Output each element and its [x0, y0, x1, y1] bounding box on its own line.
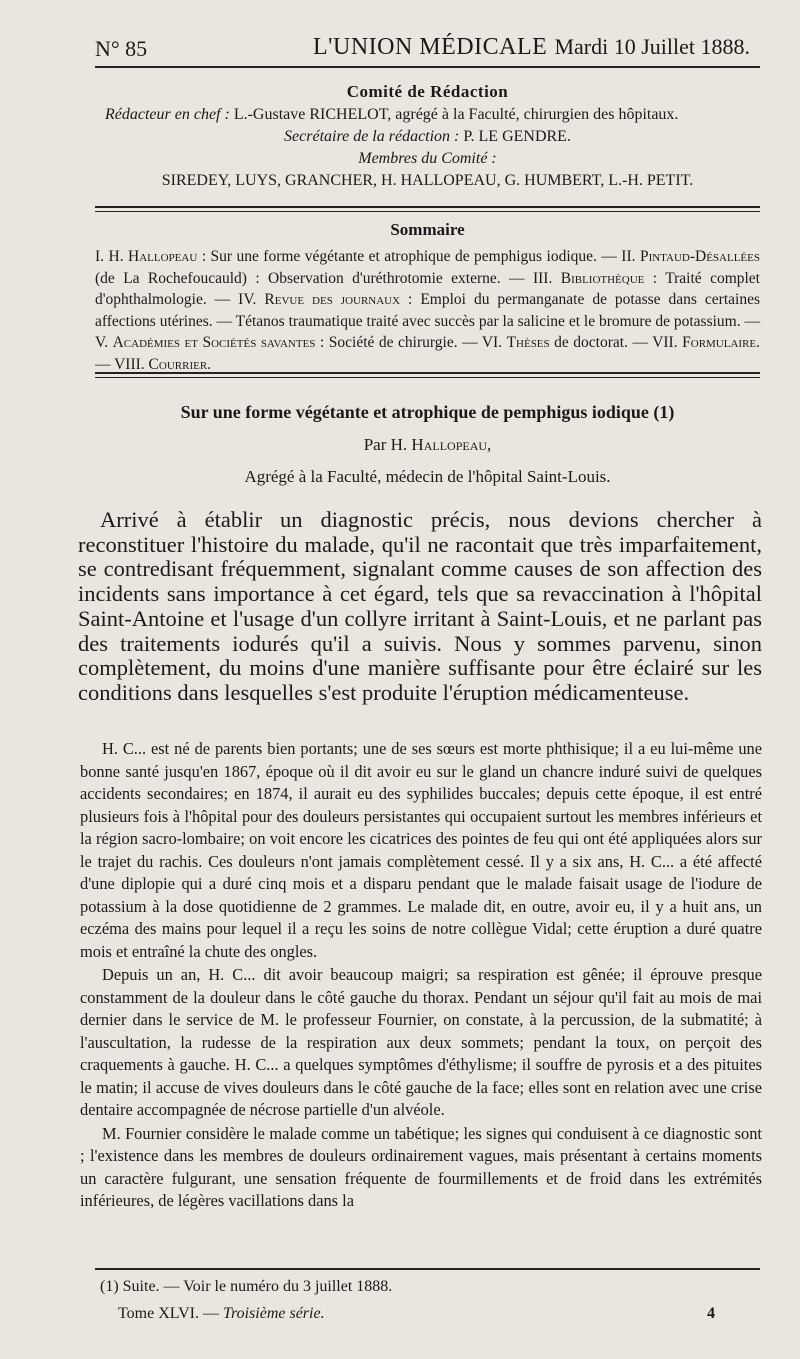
body-paragraph-2: Depuis un an, H. C... dit avoir beaucoup maigri; sa respiration est gênée; il éprouve presque constamment de la douleur dans le côté gauche du thorax. Pendant un séjour qu'il fait au mois de mai dernier dans le service de M. le professeur Fournier, on constate, à la percussion, de la submatité; à l'auscultation, la rudesse de la respiration aux deux sommets; pendant la toux, on perçoit des craquements à gauche. H. C... a quelques symptômes d'éthylisme; il souffre de pyrosis et a des pituites le matin; il accuse de vives douleurs dans le côté gauche de la face; elles sont en relation avec une crise dentaire accompagnée de nécrose partielle d'un alvéole. — [80, 965, 762, 1119]
sommaire-item-3: III. Bibliothèque : Traité complet d'ophthalmologie. — — [95, 269, 760, 309]
journal-title: L'UNION MÉDICALE — [313, 34, 548, 60]
sommaire-item-6: VI. Thèses de doctorat. — — [481, 334, 653, 352]
page-number: 4 — [707, 1305, 715, 1322]
issue-date: Mardi 10 Juillet 1888. — [554, 34, 750, 59]
article-body — [80, 738, 762, 1214]
sommaire-item-5: V. Académies et Sociétés savantes : Société de chirurgie. — — [95, 334, 482, 352]
article-lead-paragraph: Arrivé à établir un diagnostic précis, nous devions chercher à reconstituer l'histoire du malade, qu'il ne racontait que très imparfaitement, se contredisant fréquemment, signalant comme causes de son affection des incidents sans importance à cet égard, tels que sa revaccination à l'hôpital Saint-Antoine et l'usage d'un collyre irritant à Saint-Louis, et ne parlant pas des traitements iodurés qu'il a suivis. Nous y sommes parvenu, sinon complètement, du moins d'une manière suffisante pour être éclairé sur les conditions dans lesquelles s'est produite l'éruption médicamenteuse. — [78, 507, 762, 705]
secretary-label: Secrétaire de la rédaction : — [284, 128, 460, 145]
secretary-name: P. LE GENDRE. — [463, 128, 571, 145]
members-label: Membres du Comité : — [358, 150, 497, 167]
sommaire-rule-thin — [95, 377, 760, 378]
chief-name: L.-Gustave RICHELOT, agrégé à la Faculté, chirurgien des hôpitaux. — [233, 106, 679, 123]
header-rule — [95, 66, 760, 68]
body-paragraph-3: M. Fournier considère le malade comme un tabétique; les signes qui conduisent à ce diagnostic sont ; l'existence dans les membres de douleurs ordinairement vagues, mais présentant à certains moments un caractère fulgurant, une sensation fréquente de fourmillements et de froid dans les extrémités inférieures, de légères vacillations dans la — [80, 1123, 762, 1210]
sommaire-body — [95, 246, 760, 376]
sommaire — [95, 220, 760, 376]
sommaire-item-2: II. Pintaud-Désallées (de La Rochefoucauld) : Observation d'uréthrotomie externe. — — [95, 248, 760, 287]
article-title: Sur une forme végétante et atrophique de pemphigus iodique (1) — [180, 402, 675, 422]
committee-rule — [95, 206, 760, 208]
body-paragraph-1: H. C... est né de parents bien portants; une de ses sœurs est morte phthisique; il a eu lui-même une bonne santé jusqu'en 1867, époque où il dit avoir eu sur le gland un chancre induré suivi de quelques accidents secondaires; en 1874, il aurait eu des syphilides buccales; depuis cette époque, il est entré plusieurs fois à l'hôpital pour des douleurs persistantes qui occupaient surtout les membres inférieurs et la région sacro-lombaire; on voit encore les cicatrices des pointes de feu qui ont été appliquées alors sur le trajet du rachis. Ces douleurs n'ont jamais complètement cessé. Il y a six ans, H. C... a été affecté d'une diplopie qui a duré cinq mois et a disparu pendant que le malade faisait usage de l'iodure de potassium à la dose quotidienne de 2 grammes. Le malade dit, en outre, avoir eu, il y a huit ans, un eczéma des mains pour lequel il a reçu les soins de notre collègue Vidal; cette éruption a duré quatre mois et entraîné la chute des ongles. — [80, 739, 762, 961]
editorial-committee — [95, 82, 760, 192]
secretary — [95, 126, 760, 148]
sommaire-item-7: VII. Formulaire. — — [95, 334, 761, 373]
page-header — [95, 30, 760, 64]
sommaire-rule — [95, 372, 760, 374]
sommaire-item-8: VIII. Courrier. — [114, 355, 212, 373]
sommaire-item-1: I. H. Hallopeau : Sur une forme végétante et atrophique de pemphigus iodique. — — [95, 248, 622, 265]
members-names: SIREDEY, LUYS, GRANCHER, H. HALLOPEAU, G. HUMBERT, L.-H. PETIT. — [161, 172, 694, 189]
sommaire-title: Sommaire — [390, 220, 465, 239]
committee-title: Comité de Rédaction — [346, 82, 509, 101]
issue-number: N° 85 — [95, 36, 148, 61]
footer-tome: Tome XLVI. — Troisième série. — [118, 1305, 325, 1322]
article-author: Par H. Hallopeau, — [363, 435, 492, 454]
chief-editor — [95, 104, 760, 126]
chief-label: Rédacteur en chef : — [105, 106, 230, 123]
article-heading — [95, 402, 760, 487]
author-affiliation: Agrégé à la Faculté, médecin de l'hôpital Saint-Louis. — [244, 467, 611, 486]
footnote: (1) Suite. — Voir le numéro du 3 juillet 1888. — [100, 1278, 393, 1295]
committee-rule-thin — [95, 211, 760, 212]
sommaire-item-4: IV. Revue des journaux : Emploi du permanganate de potasse dans certaines affections utérines. — Tétanos traumatique traité avec succès par la salicine et le bromure de potassium. — — [95, 291, 760, 330]
footnote-rule — [95, 1268, 760, 1270]
